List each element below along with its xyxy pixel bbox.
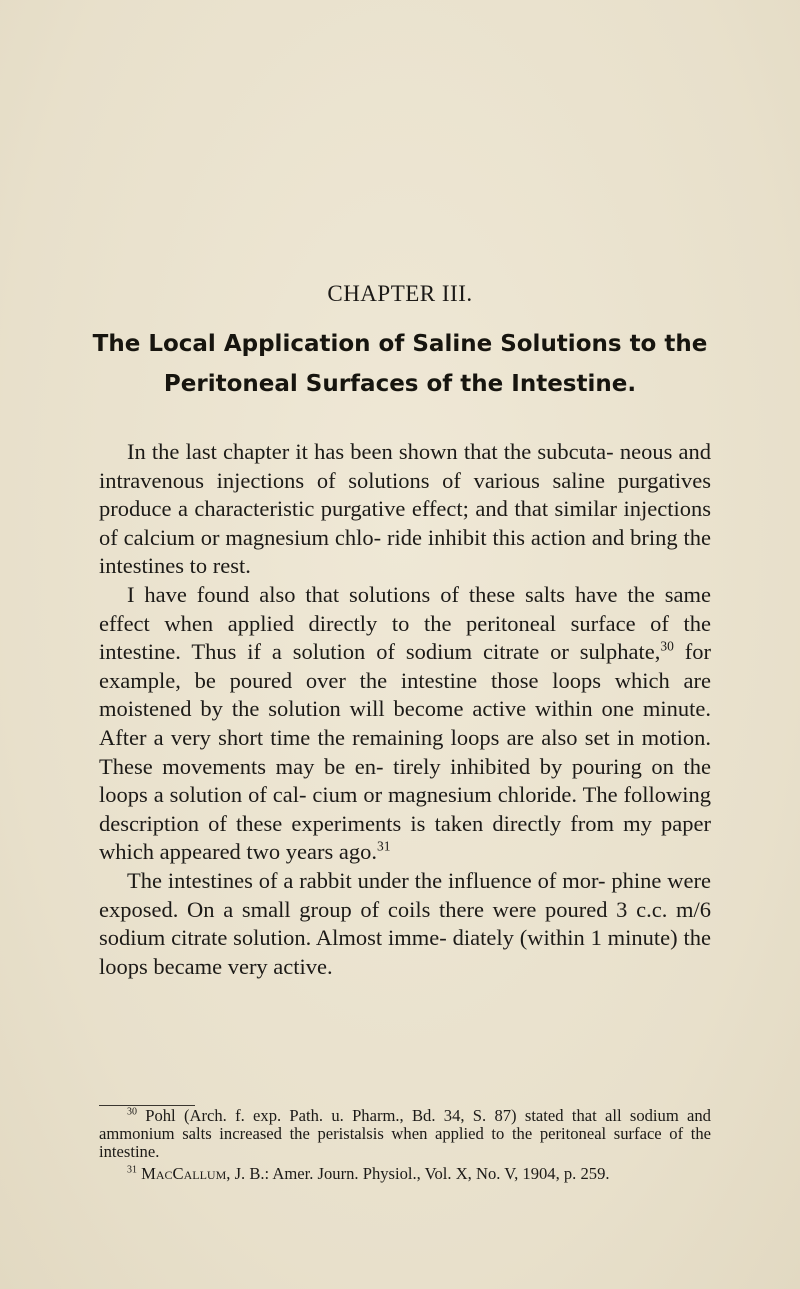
paragraph-3: The intestines of a rabbit under the influence of mor- phine were exposed. On a small group of coils there were poured 3 c.c. m/6 sodium citrate solution. Almost imme- diately (within 1 minute) the loops became very active.	[99, 867, 711, 979]
chapter-title-line-1: The Local Application of Saline Solutions to the	[92, 331, 708, 357]
footnote-ref-30: 30	[660, 638, 674, 654]
footnote-31-text: , J. B.: Amer. Journ. Physiol., Vol. X, No. V, 1904, p. 259.	[226, 1164, 610, 1183]
paragraph-2-part-b: for example, be poured over the intestine those loops which are moistened by the solution will become active within one minute. After a very short time the remaining loops are also set in motion. These movements may be en- tirely inhibited by pouring on the loops a solution of cal- cium or magnesium chloride. The following description of these experiments is taken directly from my paper which appeared two years ago.	[99, 639, 711, 865]
body-text	[99, 438, 711, 981]
chapter-title-line-2: Peritoneal Surfaces of the Intestine.	[163, 371, 637, 397]
footnotes	[99, 1107, 711, 1187]
footnote-31	[99, 1165, 711, 1183]
footnote-31-number: 31	[127, 1164, 137, 1176]
footnote-30-text: Pohl (Arch. f. exp. Path. u. Pharm., Bd. 34, S. 87) stated that all sodium and ammonium salts increased the peristalsis when applied to the peritoneal surface of the intestine.	[99, 1106, 711, 1161]
footnote-30-number: 30	[127, 1106, 137, 1118]
chapter-heading: CHAPTER III.	[327, 281, 473, 306]
footnote-30	[99, 1107, 711, 1161]
footnote-ref-31: 31	[377, 838, 391, 854]
paragraph-2-part-a: I have found also that solutions of these salts have the same effect when applied directly to the peritoneal surface of the intestine. Thus if a solution of sodium citrate or sulphate,	[99, 581, 711, 665]
footnote-31-author: MacCallum	[141, 1164, 227, 1183]
chapter-title	[70, 324, 730, 404]
paragraph-1: In the last chapter it has been shown that the subcuta- neous and intravenous injections of solutions of various saline purgatives produce a characteristic purgative effect; and that similar injections of calcium or magnesium chlo- ride inhibit this action and bring the intestines to rest.	[99, 439, 711, 579]
paragraph-2	[99, 581, 711, 867]
